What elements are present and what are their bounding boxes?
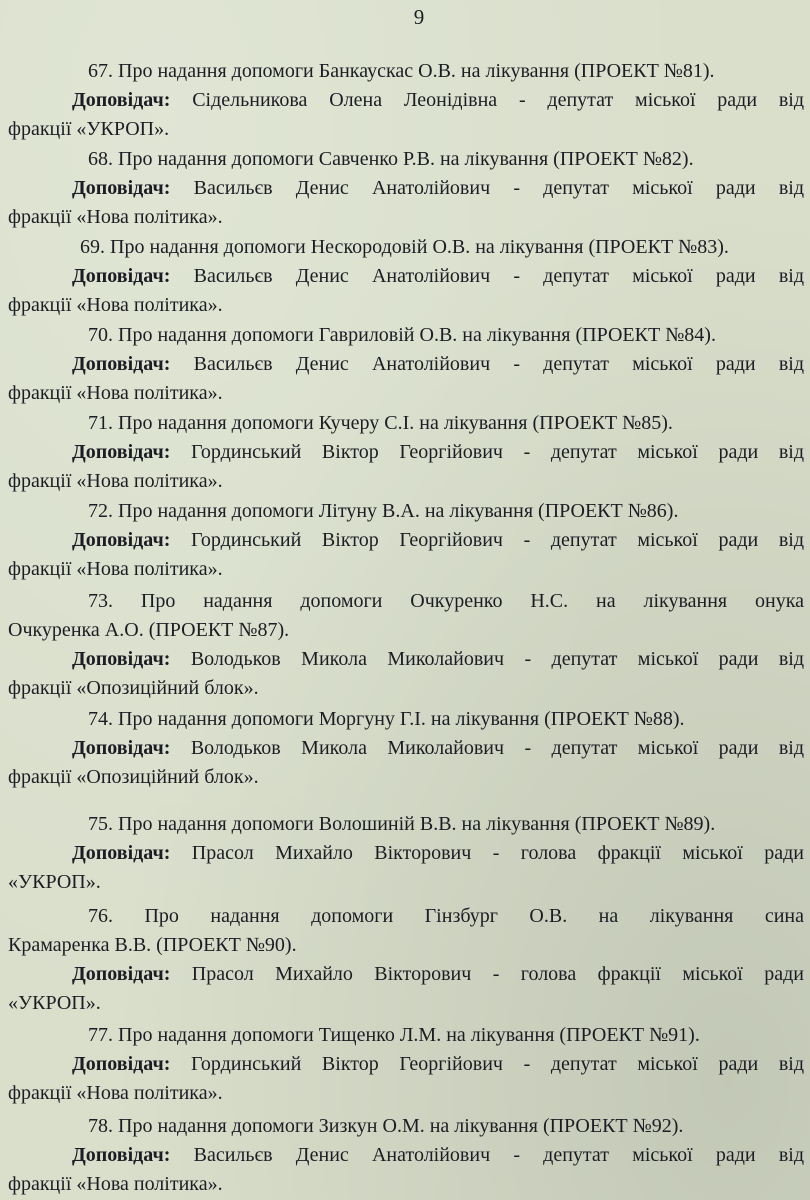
item-speaker: [8, 839, 804, 868]
speaker-text: Васильєв Денис Анатолійович - депутат міської ради від: [193, 177, 804, 199]
item-speaker: [8, 645, 804, 674]
item-speaker: [8, 174, 804, 203]
speaker-text: Васильєв Денис Анатолійович - депутат міської ради від: [193, 265, 804, 287]
speaker-label: Доповідач:: [72, 353, 171, 375]
item-faction: фракції «Нова політика».: [8, 470, 223, 492]
item-faction: фракції «Нова політика».: [8, 206, 223, 228]
speaker-text: Васильєв Денис Анатолійович - депутат міської ради від: [193, 1144, 804, 1166]
item-faction: фракції «Нова політика».: [8, 1173, 223, 1195]
item-title: 73. Про надання допомоги Очкуренко Н.С. на лікування онука: [88, 590, 804, 612]
speaker-label: Доповідач:: [72, 648, 171, 670]
speaker-label: Доповідач:: [72, 842, 171, 864]
item-faction: фракції «УКРОП».: [8, 118, 170, 140]
agenda-item-72: [8, 497, 804, 584]
item-title: 75. Про надання допомоги Волошиній В.В. на лікування (ПРОЕКТ №89).: [88, 813, 716, 835]
agenda-item-67: [8, 57, 804, 144]
speaker-label: Доповідач:: [72, 441, 171, 463]
agenda-item-74: [8, 705, 804, 792]
item-faction: фракції «Нова політика».: [8, 294, 223, 316]
item-faction: фракції «Опозиційний блок».: [8, 677, 259, 699]
speaker-text: Гординський Віктор Георгійович - депутат міської ради від: [191, 529, 804, 551]
speaker-text: Сідельникова Олена Леонідівна - депутат міської ради від: [192, 89, 804, 111]
agenda-item-78: [8, 1112, 804, 1199]
item-title: 72. Про надання допомоги Літуну В.А. на лікування (ПРОЕКТ №86).: [88, 500, 679, 522]
item-title: 78. Про надання допомоги Зизкун О.М. на лікування (ПРОЕКТ №92).: [88, 1115, 684, 1137]
item-title: 74. Про надання допомоги Моргуну Г.І. на лікування (ПРОЕКТ №88).: [88, 708, 685, 730]
item-speaker: [8, 438, 804, 467]
item-speaker: [8, 526, 804, 555]
speaker-label: Доповідач:: [72, 963, 171, 985]
speaker-label: Доповідач:: [72, 737, 171, 759]
item-faction: «УКРОП».: [8, 992, 101, 1014]
item-speaker: [8, 1141, 804, 1170]
speaker-label: Доповідач:: [72, 529, 171, 551]
item-title-continued: Крамаренка В.В. (ПРОЕКТ №90).: [8, 934, 297, 956]
item-speaker: [8, 350, 804, 379]
speaker-text: Володьков Микола Миколайович - депутат міської ради від: [190, 737, 804, 759]
speaker-text: Прасол Михайло Вікторович - голова фракції міської ради: [191, 842, 804, 864]
item-title: 71. Про надання допомоги Кучеру С.І. на лікування (ПРОЕКТ №85).: [88, 412, 673, 434]
item-speaker: [8, 1050, 804, 1079]
agenda-item-69: [8, 233, 804, 320]
item-title-continued: Очкуренка А.О. (ПРОЕКТ №87).: [8, 619, 290, 641]
speaker-label: Доповідач:: [72, 177, 171, 199]
item-speaker: [8, 86, 804, 115]
item-faction: «УКРОП».: [8, 871, 101, 893]
item-title: 67. Про надання допомоги Банкаускас О.В. на лікування (ПРОЕКТ №81).: [88, 60, 715, 82]
speaker-text: Гординський Віктор Георгійович - депутат міської ради від: [191, 1053, 804, 1075]
speaker-label: Доповідач:: [72, 1053, 171, 1075]
item-title: 77. Про надання допомоги Тищенко Л.М. на лікування (ПРОЕКТ №91).: [88, 1024, 700, 1046]
item-title: 70. Про надання допомоги Гавриловій О.В. на лікування (ПРОЕКТ №84).: [88, 324, 716, 346]
agenda-item-77: [8, 1021, 804, 1108]
item-faction: фракції «Опозиційний блок».: [8, 766, 259, 788]
agenda-item-75: [8, 810, 804, 897]
item-title: 76. Про надання допомоги Гінзбург О.В. на лікування сина: [88, 905, 804, 927]
speaker-text: Гординський Віктор Георгійович - депутат міської ради від: [191, 441, 804, 463]
speaker-label: Доповідач:: [72, 89, 171, 111]
speaker-label: Доповідач:: [72, 1144, 171, 1166]
speaker-text: Васильєв Денис Анатолійович - депутат міської ради від: [193, 353, 804, 375]
item-title: 69. Про надання допомоги Нескородовій О.В. на лікування (ПРОЕКТ №83).: [80, 236, 729, 258]
item-speaker: [8, 262, 804, 291]
item-speaker: [8, 960, 804, 989]
speaker-label: Доповідач:: [72, 265, 171, 287]
item-faction: фракції «Нова політика».: [8, 1082, 223, 1104]
agenda-item-68: [8, 145, 804, 232]
item-speaker: [8, 734, 804, 763]
item-title: 68. Про надання допомоги Савченко Р.В. на лікування (ПРОЕКТ №82).: [88, 148, 694, 170]
item-faction: фракції «Нова політика».: [8, 382, 223, 404]
speaker-text: Володьков Микола Миколайович - депутат міської ради від: [190, 648, 804, 670]
speaker-text: Прасол Михайло Вікторович - голова фракції міської ради: [191, 963, 804, 985]
agenda-item-70: [8, 321, 804, 408]
agenda-item-71: [8, 409, 804, 496]
agenda-item-73: [8, 587, 804, 703]
item-faction: фракції «Нова політика».: [8, 558, 223, 580]
agenda-item-76: [8, 902, 804, 1018]
page-number: 9: [413, 5, 425, 29]
